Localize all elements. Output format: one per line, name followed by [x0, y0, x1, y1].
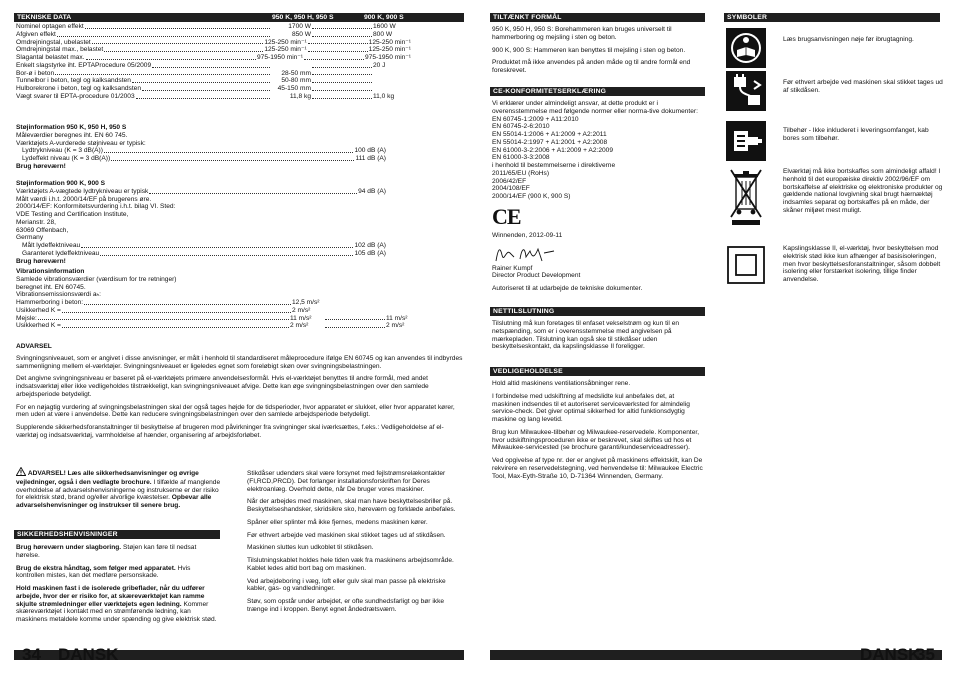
tech-row-label: Slagantal belastet max. [16, 54, 85, 62]
tech-value-1: 50-80 mm [281, 77, 311, 85]
vibration-line: Vibrationsemissionsværdi aₕ: [16, 291, 102, 299]
warning-bold-end: Opbevar alle advarselshenvisninger og instrukser til senere brug. [16, 494, 212, 510]
leader-dots [304, 54, 364, 60]
maintenance-paragraph: I forbindelse med udskiftning af medslidte kul anbefales det, at maskinen indsendes til et autoriseret serviceværksted for almindelig service-check. Det giver optimal sikkerhed for altid funktionsdygtig maskine og lang levetid. [492, 392, 690, 424]
safety-paragraph: Tilslutningskablet holdes hele tiden væk fra maskinens arbejdsområde. Kablet ledes altid bort bag om maskinen. [247, 557, 454, 572]
directive-intro: i henhold til bestemmelserne i direktiverne [492, 162, 616, 170]
noise1-row: Lydtrykniveau (K = 3 dB(A)) 100 dB (A) [22, 147, 386, 155]
advarsel-paragraph: Det angivne svingningsniveau er baseret på el-værktøjets primære anvendelsesformål. Hvis el-værktøjet benyttes til andre formål, med andet indsatsværktøj eller ikke vedligeholdes tilstrækkeligt, kan svingningsniveauet afvige. Dette kan øge svingningsbelastningen over den samlede arbejdsperiode betydeligt. [16, 375, 429, 398]
tech-value-1: 11,8 kg [289, 92, 311, 100]
advarsel-paragraph: Supplerende sikkerhedsforanstaltninger til beskyttelse af brugeren mod påvirkninger fra svingninger skal iværksættes, f.eks.: Vedligeholdelse af el-værktøj og indsatsværktøj, varmholdelse af hænder, organisering af arbejdsforløbet. [16, 424, 444, 439]
vibration-value-1: 11 m/s² [290, 314, 312, 322]
vibration-value-2: 2 m/s² [386, 322, 405, 330]
vibration-row [16, 315, 416, 323]
standard-item: EN 60745-2-6:2010 [492, 123, 550, 131]
safety-title: SIKKERHEDSHENVISNINGER [14, 530, 220, 539]
accessory-icon [726, 121, 776, 161]
symbols-header [724, 13, 940, 22]
tech-value-1: 850 W [291, 30, 311, 38]
leader-dots [38, 315, 289, 321]
noise2-typical-row: Værktøjets A-vægtede lydtrykniveau er typisk 94 dB (A) [16, 187, 386, 195]
read-manual-icon [726, 28, 776, 68]
tech-value-2: 125-250 min⁻¹ [368, 46, 411, 54]
leader-dots [142, 85, 270, 91]
tech-row-label: Vægt svarer til EPTA-procedure 01/2003 [16, 92, 135, 100]
signature [492, 243, 703, 265]
tech-row-label: Omdrejningstal, ubelastet [16, 38, 91, 46]
warning-bold-text: ADVARSEL! Læs alle sikkerhedsanvisninger og øvrige vejledninger, også i den vedlagte brochure. [16, 470, 199, 486]
standard-item: EN 61000-3-2:2006 + A1:2009 + A2:2009 [492, 146, 613, 154]
vibration-value-1: 2 m/s² [292, 306, 311, 314]
leader-dots [312, 85, 372, 91]
tech-row [16, 85, 411, 93]
vibration-value-1: 12,5 m/s² [292, 299, 320, 307]
leader-dots [152, 62, 270, 68]
warning-triangle-icon [16, 467, 26, 479]
safety-item: Brug høreværn under slagboring. Støjen kan føre til nedsat hørelse. [16, 544, 197, 559]
leader-dots [325, 322, 385, 328]
vibration-line: Samlede vibrationsværdier (værdisum for tre retninger) [16, 275, 177, 283]
intended-use-paragraph: 900 K, 900 S: Hammeren kan benyttes til mejsling i sten og beton. [492, 46, 686, 54]
conformity-intro: Vi erklærer under almindeligt ansvar, at dette produkt er i overensstemmelse med følgende normer eller norma-tive dokumenter: [492, 100, 698, 115]
mains-title: NETTILSLUTNING [490, 307, 705, 316]
leader-dots [312, 77, 372, 83]
tech-value-2: 125-250 min⁻¹ [368, 38, 411, 46]
noise1-warning: Brug høreværn! [16, 162, 66, 170]
vibration-section [16, 268, 416, 330]
conformity-title: CE-KONFORMITETSERKLÆRING [490, 87, 705, 96]
tech-row [16, 70, 411, 78]
leader-dots [312, 31, 372, 37]
noise-section-1 [16, 124, 386, 171]
noise2-line: Merianstr. 28, [16, 218, 56, 226]
vibration-line: beregnet iht. EN 60745. [16, 283, 86, 291]
safety-paragraph: Før ethvert arbejde ved maskinen skal stikket tages ud af stikdåsen. [247, 531, 446, 539]
advarsel-title: ADVARSEL [16, 343, 52, 350]
vibration-value-2: 11 m/s² [386, 314, 408, 322]
noise2-row: Garanteret lydeffektniveau 105 dB (A) [22, 249, 386, 257]
maintenance-paragraph: Brug kun Milwaukee-tilbehør og Milwaukee-reservedele. Komponenter, hvor udskiftningsproceduren ikke er beskrevet, skal skiftes ud hos et Milwaukee-servicested (se brochure garanti/kundeserviceadresser). [492, 428, 700, 452]
vibration-label: Usikkerhed K = [16, 306, 61, 314]
tech-row-label: Nominel optagen effekt [16, 23, 84, 30]
authorized-text: Autoriseret til at udarbejde de tekniske dokumenter. [492, 285, 643, 293]
directive-item: 2006/42/EF [492, 177, 527, 185]
symbol-text: Elværktøj må ikke bortskaffes som almindeligt affald! I henhold til det europæiske direktiv 2002/96/EF om bortskaffelse af elektriske og elektroniske produkter og gældende national lovgivning skal brugt hærnæktøj indsamles separat og bortskaffes på en måde, der skåner miljøet mest muligt. [783, 168, 943, 214]
symbol-text: Før ethvert arbejde ved maskinen skal stikket tages ud af stikdåsen. [783, 79, 943, 94]
maintenance-section [490, 367, 705, 485]
tech-data-table [16, 23, 464, 101]
weee-bin-icon [726, 165, 776, 229]
tech-value-1: 125-250 min⁻¹ [264, 46, 307, 54]
standard-item: EN 60745-1:2009 + A11:2010 [492, 115, 579, 123]
class-ii-icon [726, 245, 776, 285]
page-number-right: 35 [916, 645, 935, 664]
safety-paragraph: Spåner eller splinter må ikke fjernes, medens maskinen kører. [247, 518, 428, 526]
safety-item: Hold maskinen fast i de isolerede gribeflader, når du udfører arbejde, hvor der er risiko for, at skæreværktøjet kan ramme skjulte strømledninger eller værktøjets egen ledning. Kommer skæreværktøjet i kontakt med en strømførende ledning, kan maskinens metaldele komme under spænding og give elektrisk stød. [16, 585, 217, 624]
tech-value-2: 11,0 kg [373, 92, 395, 100]
noise2-line: Målt værdi i.h.t. 2000/14/EF på brugerens øre. [16, 195, 152, 203]
noise-section-2 [16, 180, 386, 265]
tech-value-2 [373, 70, 411, 78]
directive-item: 2000/14/EF (900 K, 900 S) [492, 193, 571, 201]
advarsel-section [16, 343, 464, 445]
tech-value-2 [373, 77, 411, 85]
tech-row-label: Hulborekrone i beton, tegl og kalksandsten [16, 85, 141, 93]
vibration-row [16, 299, 416, 307]
noise2-line: VDE Testing and Certification Institute, [16, 211, 129, 219]
safety-continued [247, 470, 465, 619]
noise1-line: Måleværdier beregnes iht. EN 60 745. [16, 131, 128, 139]
advarsel-paragraph: Svingningsniveauet, som er angivet i disse anvisninger, er målt i henhold til standardiseret måleprocedure ifølge EN 60745 og kan anvendes til indbyrdes sammenligning mellem el-værktøjer. Svingningsniveauet er ligeledes egnet som foreløbigt skøn over svingningsbelastningen. [16, 354, 463, 370]
standard-item: EN 55014-2:1997 + A1:2001 + A2:2008 [492, 138, 608, 146]
symbols-title: SYMBOLER [724, 13, 940, 22]
safety-section [14, 530, 220, 629]
leader-dots [62, 322, 289, 328]
noise2-title: Støjinformation 900 K, 900 S [16, 180, 106, 187]
tech-value-1: 125-250 min⁻¹ [264, 38, 307, 46]
maintenance-paragraph: Ved opgivelse af type nr. der er angivet på maskinens effektskilt, kan De rekvirere en reservedelstegning, ved henvendelse til: Milwaukee Electric Tool, Max-Eyth-Straße 10, D-71364 Winnenden, Germany. [492, 457, 703, 480]
tech-value-1 [271, 62, 311, 70]
tech-value-2: 20 J [373, 61, 386, 69]
vibration-title: Vibrationsinformation [16, 268, 85, 275]
vibration-row [16, 322, 416, 330]
page-number-left: 34 [22, 645, 41, 664]
tech-row-label: Bor-ø i beton [16, 69, 55, 77]
leader-dots [136, 93, 270, 99]
safety-paragraph: Stikdåser udendørs skal være forsynet med fejlstrømsrelækontakter (FI,RCD,PRCD). Det forlanger installationsforskriften for Deres elektroanlæg. Overhold dette, når De bruger vores maskiner. [247, 470, 446, 493]
leader-dots [55, 70, 270, 76]
leader-dots [312, 23, 372, 29]
tech-row [16, 93, 411, 101]
noise2-row: Målt lydeffektniveau 102 dB (A) [22, 242, 386, 250]
tech-row [16, 77, 411, 85]
tech-value-1: 975-1950 min⁻¹ [257, 54, 303, 62]
leader-dots [62, 307, 291, 313]
leader-dots [325, 315, 385, 321]
vibration-label: Usikkerhed K = [16, 322, 61, 330]
standard-item: EN 55014-1:2006 + A1:2009 + A2:2011 [492, 131, 607, 139]
tech-row [16, 23, 411, 31]
vibration-label: Mejsle: [16, 314, 37, 322]
leader-dots [308, 39, 368, 45]
leader-dots [312, 93, 372, 99]
tech-row-label: Afgiven effekt [16, 30, 56, 38]
noise1-line: Værktøjets A-vurderede støjniveau er typisk: [16, 139, 146, 147]
mains-section [490, 307, 705, 356]
symbol-text: Tilbehør - Ikke inkluderet i leveringsomfanget, kab bores som tilbehør. [783, 127, 929, 142]
leader-dots [312, 62, 372, 68]
tech-row [16, 46, 411, 54]
tech-row [16, 31, 411, 39]
safety-paragraph: Støv, som opstår under arbejdet, er ofte sundhedsfarligt og bør ikke trænge ind i kroppen. Benyt egnet åndedrætsværn. [247, 598, 445, 613]
safety-item: Brug de ekstra håndtag, som følger med apparatet. Hvis kontrollen mistes, kan det medføre personskade. [16, 564, 191, 580]
leader-dots [308, 46, 368, 52]
noise2-line: 2000/14/EF: Konformitetsvurdering i.h.t. bilag VI. Sted: [16, 203, 176, 211]
vibration-value-2 [386, 299, 416, 307]
ce-mark: CE [492, 203, 521, 229]
tech-data-header [14, 13, 464, 22]
leader-dots [132, 77, 270, 83]
leader-dots [326, 299, 386, 307]
language-right: DANSK [860, 645, 921, 664]
standard-item: EN 61000-3-3:2008 [492, 154, 550, 162]
tech-data-col1: 950 K, 950 H, 950 S [272, 14, 334, 21]
directive-item: 2011/65/EU (RoHs) [492, 169, 550, 177]
safety-paragraph: Maskinen sluttes kun udkoblet til stikdåsen. [247, 544, 374, 552]
vibration-value-1: 2 m/s² [290, 322, 309, 330]
tech-row [16, 62, 411, 70]
intended-use-paragraph: Produktet må ikke anvendes på anden måde og til andre formål end foreskrevet. [492, 59, 691, 75]
tech-row-label: Enkelt slagstyrke iht. EPTAProcedure 05/2009 [16, 61, 152, 69]
tech-value-1: 45-150 mm [277, 85, 311, 93]
tech-data-col2: 900 K, 900 S [364, 14, 404, 21]
leader-dots [57, 31, 270, 37]
leader-dots [92, 39, 264, 45]
tech-value-2: 1600 W [373, 23, 396, 30]
tech-data-title: TEKNISKE DATA [17, 14, 72, 21]
noise1-title: Støjinformation 950 K, 950 H, 950 S [16, 124, 127, 131]
safety-paragraph: Når der arbejdes med maskinen, skal man have beskyttelsesbriller på. Beskyttelseshandsker, skridsikre sko, høreværn og forklæde anbefales. [247, 498, 456, 514]
leader-dots [104, 46, 263, 52]
leader-dots [85, 23, 270, 29]
directive-item: 2004/108/EF [492, 185, 530, 193]
advarsel-paragraph: For en nøjagtig vurdering af svingningsbelastningen skal der også tages højde for de tidsperioder, hvor apparatet er slukket, eller hvor apparatet kører, men uden at være i anvendelse. Dette kan reducere svingningsbelastningen over den samlede arbejdsperiode betydeligt. [16, 403, 455, 419]
tech-row-label: Omdrejningstal max., belastet [16, 46, 104, 54]
intended-use-paragraph: 950 K, 950 H, 950 S: Borehammeren kan bruges universelt til hammerboring og mejsling i sten og beton. [492, 26, 672, 41]
unplug-icon [726, 71, 776, 111]
leader-dots [86, 54, 256, 60]
tech-value-2 [373, 85, 411, 93]
tech-row [16, 39, 411, 47]
tech-row-label: Tunnelbor i beton, tegl og kalksandsten [16, 77, 131, 85]
safety-paragraph: Ved arbejdeboring i væg, loft eller gulv skal man passe på elektriske kabler, gas- og vandledninger. [247, 577, 446, 593]
leader-dots [326, 307, 386, 315]
tech-value-1: 1700 W [288, 23, 311, 30]
conformity-section [490, 87, 705, 293]
signatory-position: Director Product Development [492, 272, 581, 280]
leader-dots [84, 299, 291, 305]
tech-row [16, 54, 411, 62]
language-left: DANSK [58, 645, 119, 664]
place-date: Winnenden, 2012-09-11 [492, 231, 563, 239]
vibration-label: Hammerboring i beton: [16, 299, 84, 307]
intended-use-section [490, 13, 705, 80]
maintenance-title: VEDLIGEHOLDELSE [490, 367, 705, 376]
symbol-text: Læs brugsanvisningen nøje før ibrugtagning. [783, 36, 914, 43]
vibration-value-2 [386, 307, 416, 315]
mains-text: Tilslutning må kun foretages til enfaset vekselstrøm og kun til en netspænding, som er i overensstemmelse med angivelsen på mærkepladen. Tilslutning kan også ske til stikdåser uden beskyttelseskontakt, da kapslingsklasse II foreligger. [492, 320, 680, 351]
symbol-text: Kapslingsklasse II, el-værktøj, hvor beskyttelsen mod elektrisk stød ikke kun afhænger af basisisoleringen, men hvor beskyttelsesforanstaltninger, såsom dobbelt isolering eller forstærket isolering, tillige finder anvendelse. [783, 245, 941, 284]
tech-value-2: 800 W [373, 30, 393, 38]
warning-normal-text: I tilfælde af manglende overholdelse af advarselshenvisningerne og instrukserne er der risiko for elektrisk stød, brand og/eller alvorlige kvæstelser. [16, 478, 221, 502]
noise2-line: Germany [16, 234, 44, 242]
warning-block [16, 467, 221, 510]
leader-dots [312, 70, 372, 76]
noise2-warning: Brug høreværn! [16, 257, 66, 265]
tech-value-1: 28-50 mm [281, 69, 311, 77]
intended-use-title: TILTÆNKT FORMÅL [490, 13, 705, 22]
signatory-name: Rainer Kumpf [492, 264, 533, 272]
maintenance-paragraph: Hold altid maskinens ventilationsåbninger rene. [492, 380, 631, 387]
noise1-row: Lydeffekt niveau (K = 3 dB(A)) 111 dB (A) [22, 155, 386, 163]
tech-value-2: 975-1950 min⁻¹ [365, 54, 411, 62]
noise2-line: 63069 Offenbach, [16, 226, 69, 234]
vibration-row [16, 307, 416, 315]
